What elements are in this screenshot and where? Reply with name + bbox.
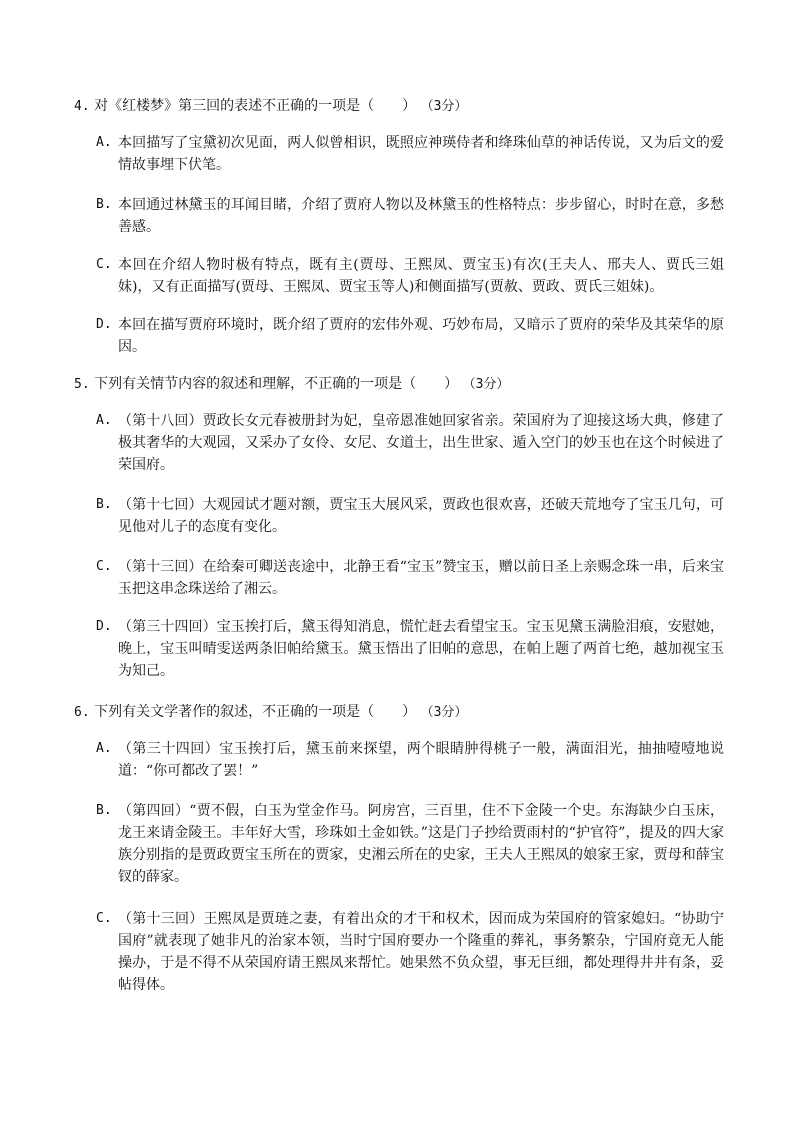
option-letter: B. xyxy=(96,497,112,512)
option-letter: B. xyxy=(96,803,112,818)
question-score: （3分） xyxy=(420,99,468,114)
option-text: 本回描写了宝黛初次见面，两人似曾相识，既照应神瑛侍者和绛珠仙草的神话传说，又为后文的爱情故事埋下伏笔。 xyxy=(118,135,724,173)
option-text: （第十三回）王熙凤是贾琏之妻，有着出众的才干和权术，因而成为荣国府的管家媳妇。“协助宁国府”就表现了她非凡的治家本领，当时宁国府要办一个隆重的葬礼，事务繁杂，宁国府竟无人能操办，于是不得不从荣国府请王熙凤来帮忙。她果然不负众望，事无巨细，都处理得井井有条，妥帖得体。 xyxy=(118,911,724,993)
option-letter: C. xyxy=(96,911,112,926)
option-letter: A. xyxy=(96,135,112,150)
option-text: （第十七回）大观园试才题对额，贾宝玉大展风采，贾政也很欢喜，还破天荒地夸了宝玉几句，可见他对儿子的态度有变化。 xyxy=(118,497,724,535)
option-text: （第十八回）贾政长女元春被册封为妃，皇帝恩准她回家省亲。荣国府为了迎接这场大典，修建了极其奢华的大观园，又采办了女伶、女尼、女道士，出生世家、遁入空门的妙玉也在这个时候进了荣国府。 xyxy=(118,413,724,473)
question-5 xyxy=(74,374,734,679)
question-text: 对《红楼梦》第三回的表述不正确的一项是（ ） xyxy=(94,98,417,114)
option-letter: A. xyxy=(96,741,112,756)
question-score: （3分） xyxy=(420,705,468,720)
option-letter: C. xyxy=(96,559,112,574)
question-number: 5. xyxy=(74,377,90,392)
question-text: 下列有关文学著作的叙述，不正确的一项是（ ） xyxy=(94,704,417,720)
option-text: 本回在介绍人物时极有特点，既有主(贾母、王熙凤、贾宝玉)有次(王夫人、邢夫人、贾氏三姐妹)，又有正面描写(贾母、王熙凤、贾宝玉等人)和侧面描写(贾赦、贾政、贾氏三姐妹)。 xyxy=(118,257,724,295)
option-text: （第三十四回）宝玉挨打后，黛玉前来探望，两个眼睛肿得桃子一般，满面泪光，抽抽噎噎地说道：“你可都改了罢！” xyxy=(118,741,724,779)
question-stem xyxy=(74,702,734,723)
option-letter: D. xyxy=(96,619,112,634)
option-text: （第四回）“贾不假，白玉为堂金作马。阿房宫，三百里，住不下金陵一个史。东海缺少白玉床，龙王来请金陵王。丰年好大雪，珍珠如土金如铁。”这是门子抄给贾雨村的“护官符”，提及的四大家族分别指的是贾政贾宝玉所在的贾家，史湘云所在的史家，王夫人王熙凤的娘家王家，贾母和薛宝钗的薛家。 xyxy=(118,803,724,885)
question-6 xyxy=(74,702,734,993)
question-score: （3分） xyxy=(462,377,510,392)
option-letter: C. xyxy=(96,257,112,272)
option-text: 本回通过林黛玉的耳闻目睹，介绍了贾府人物以及林黛玉的性格特点：步步留心，时时在意，多愁善感。 xyxy=(118,197,724,235)
option-letter: D. xyxy=(96,317,112,332)
question-text: 下列有关情节内容的叙述和理解，不正确的一项是（ ） xyxy=(94,376,459,392)
option-letter: A. xyxy=(96,413,112,428)
option-text: （第十三回）在给秦可卿送丧途中，北静王看“宝玉”赞宝玉，赠以前日圣上亲赐念珠一串，后来宝玉把这串念珠送给了湘云。 xyxy=(118,559,724,597)
option-letter: B. xyxy=(96,197,112,212)
question-stem xyxy=(74,96,734,117)
question-4 xyxy=(74,96,734,355)
question-number: 4. xyxy=(74,99,90,114)
question-stem xyxy=(74,374,734,395)
question-number: 6. xyxy=(74,705,90,720)
option-text: 本回在描写贾府环境时，既介绍了贾府的宏伟外观、巧妙布局，又暗示了贾府的荣华及其荣华的原因。 xyxy=(118,317,724,355)
option-text: （第三十四回）宝玉挨打后，黛玉得知消息，慌忙赶去看望宝玉。宝玉见黛玉满脸泪痕，安慰她，晚上，宝玉叫晴雯送两条旧帕给黛玉。黛玉悟出了旧帕的意思，在帕上题了两首七绝，越加视宝玉为知己。 xyxy=(118,619,724,679)
